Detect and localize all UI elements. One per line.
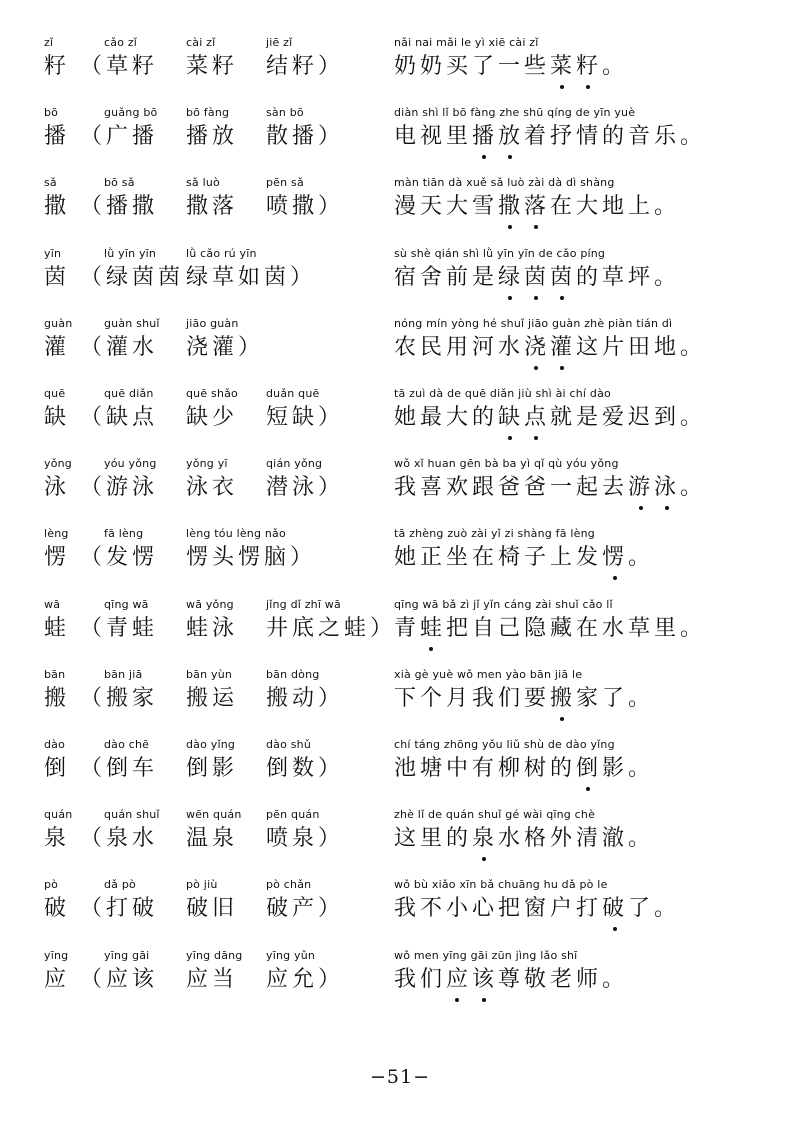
emphasis-dot	[560, 296, 564, 300]
sentence-pinyin: zhè lǐ de quán shuǐ gé wài qīng chè	[394, 808, 596, 822]
word-pinyin: wēn quán	[186, 808, 242, 822]
word-text: 散播）	[266, 124, 345, 150]
word-text: （草籽	[80, 54, 159, 79]
word-pinyin: yīng dāng	[186, 948, 243, 962]
word-pinyin: yīng gāi	[104, 948, 150, 962]
word-pinyin: jiē zǐ	[266, 36, 293, 49]
vocab-row	[0, 457, 800, 527]
word-text: （泉水	[80, 826, 159, 852]
word-pinyin: qīng wā	[104, 597, 149, 611]
word-text: （播撒	[80, 194, 159, 220]
vocab-row	[0, 808, 800, 878]
sentence-pinyin: nóng mín yòng hé shuǐ jiāo guàn zhè piàn tián dì	[394, 316, 673, 330]
main-char: 愣	[44, 545, 71, 571]
word-pinyin: cǎo zǐ	[104, 36, 138, 49]
word-text: 应允）	[266, 966, 345, 992]
emphasis-dot	[534, 225, 538, 229]
word-text: 短缺）	[266, 405, 345, 430]
word-pinyin: bān dòng	[266, 667, 320, 681]
word-text: 倒影	[186, 756, 239, 781]
sentence-pinyin: sù shè qián shì lǜ yīn yīn de cǎo píng	[394, 246, 606, 260]
word-text: （灌水	[80, 334, 159, 360]
word-pinyin: quē diǎn	[104, 387, 154, 400]
main-char: 倒	[44, 756, 71, 781]
word-text: 撒落	[186, 194, 239, 220]
vocab-row	[0, 247, 800, 317]
sentence-pinyin: diàn shì lǐ bō fàng zhe shū qíng de yīn yuè	[394, 106, 636, 120]
emphasis-dot	[508, 436, 512, 440]
word-text: （打破	[80, 896, 159, 922]
word-text: （游泳	[80, 475, 159, 501]
example-sentence: 农民用河水浇灌这片田地。	[394, 334, 707, 360]
emphasis-dot	[613, 927, 617, 931]
word-pinyin: yóu yǒng	[104, 457, 157, 471]
word-text: 温泉	[186, 826, 239, 852]
emphasis-dot	[613, 576, 617, 580]
word-pinyin: dào chē	[104, 738, 150, 751]
emphasis-dot	[534, 296, 538, 300]
vocab-row	[0, 36, 800, 106]
main-char-pinyin: wā	[44, 597, 61, 611]
word-pinyin: jiāo guàn	[186, 316, 239, 330]
emphasis-dot	[560, 366, 564, 370]
word-text: （应该	[80, 966, 159, 992]
main-char: 灌	[44, 334, 71, 360]
word-text: （搬家	[80, 685, 159, 711]
emphasis-dot	[455, 998, 459, 1002]
word-pinyin: duǎn quē	[266, 387, 320, 400]
word-pinyin: bān jiā	[104, 667, 143, 681]
emphasis-dot	[560, 717, 564, 721]
main-char: 泳	[44, 475, 71, 501]
word-pinyin: lǜ yīn yīn	[104, 246, 157, 260]
example-sentence: 她正坐在椅子上发愣。	[394, 545, 655, 571]
main-char: 播	[44, 124, 71, 150]
main-char-pinyin: quē	[44, 387, 66, 400]
example-sentence: 漫天大雪撒落在大地上。	[394, 194, 681, 220]
vocab-row	[0, 317, 800, 387]
main-char: 泉	[44, 826, 71, 852]
emphasis-dot	[639, 506, 643, 510]
main-char-pinyin: yīn	[44, 246, 62, 260]
sentence-pinyin: chí táng zhōng yǒu liǔ shù de dào yǐng	[394, 738, 615, 751]
word-pinyin: cài zǐ	[186, 36, 216, 49]
sentence-pinyin: qīng wā bǎ zì jǐ yǐn cáng zài shuǐ cǎo lǐ	[394, 597, 613, 611]
main-char-pinyin: zǐ	[44, 36, 54, 49]
word-text: 搬动）	[266, 685, 345, 711]
emphasis-dot	[665, 506, 669, 510]
example-sentence: 青蛙把自己隐藏在水草里。	[394, 615, 707, 641]
emphasis-dot	[586, 787, 590, 791]
word-text: 缺少	[186, 405, 239, 430]
word-pinyin: dǎ pò	[104, 878, 136, 892]
word-text: 绿草如茵）	[186, 264, 317, 290]
word-text: 喷泉）	[266, 826, 345, 852]
word-pinyin: pēn quán	[266, 808, 320, 822]
word-text: 蛙泳	[186, 615, 239, 641]
word-pinyin: dào yǐng	[186, 738, 236, 751]
word-pinyin: wā yǒng	[186, 597, 234, 611]
word-text: （发愣	[80, 545, 159, 571]
emphasis-dot	[429, 647, 433, 651]
word-text: 破产）	[266, 896, 345, 922]
example-sentence: 下个月我们要搬家了。	[394, 685, 655, 711]
word-pinyin: qián yǒng	[266, 457, 323, 471]
word-pinyin: yīng yǔn	[266, 948, 316, 962]
vocab-row	[0, 176, 800, 246]
vocab-row	[0, 668, 800, 738]
word-pinyin: quē shǎo	[186, 387, 238, 400]
emphasis-dot	[508, 155, 512, 159]
word-text: 应当	[186, 966, 239, 992]
sentence-pinyin: wǒ xǐ huan gēn bà ba yì qǐ qù yóu yǒng	[394, 457, 619, 471]
emphasis-dot	[586, 85, 590, 89]
vocab-row	[0, 949, 800, 1019]
main-char-pinyin: yīng	[44, 948, 69, 962]
example-sentence: 奶奶买了一些菜籽。	[394, 54, 629, 79]
sentence-pinyin: màn tiān dà xuě sǎ luò zài dà dì shàng	[394, 176, 615, 190]
main-char-pinyin: quán	[44, 808, 73, 822]
word-pinyin: pò chǎn	[266, 878, 312, 892]
word-text: （广播	[80, 124, 159, 150]
example-sentence: 这里的泉水格外清澈。	[394, 826, 655, 852]
emphasis-dot	[508, 296, 512, 300]
word-text: 倒数）	[266, 756, 345, 781]
main-char-pinyin: lèng	[44, 527, 69, 541]
vocab-row	[0, 878, 800, 948]
example-sentence: 我不小心把窗户打破了。	[394, 896, 681, 922]
emphasis-dot	[534, 436, 538, 440]
emphasis-dot	[482, 857, 486, 861]
main-char-pinyin: sǎ	[44, 176, 57, 190]
sentence-pinyin: xià gè yuè wǒ men yào bān jiā le	[394, 667, 583, 681]
main-char: 籽	[44, 54, 71, 79]
emphasis-dot	[534, 366, 538, 370]
word-pinyin: fā lèng	[104, 527, 144, 541]
word-pinyin: guàn shuǐ	[104, 316, 160, 330]
example-sentence: 电视里播放着抒情的音乐。	[394, 124, 707, 150]
vocab-row	[0, 527, 800, 597]
vocab-row	[0, 738, 800, 808]
example-sentence: 我喜欢跟爸爸一起去游泳。	[394, 475, 707, 501]
emphasis-dot	[560, 85, 564, 89]
sentence-pinyin: wǒ men yīng gāi zūn jìng lǎo shī	[394, 948, 578, 962]
word-pinyin: quán shuǐ	[104, 808, 160, 822]
word-text: 菜籽	[186, 54, 239, 79]
sentence-pinyin: tā zhèng zuò zài yǐ zi shàng fā lèng	[394, 527, 595, 541]
word-pinyin: dào shǔ	[266, 738, 312, 751]
word-pinyin: sǎ luò	[186, 176, 220, 190]
word-text: 浇灌）	[186, 334, 265, 360]
sentence-pinyin: wǒ bù xiǎo xīn bǎ chuāng hu dǎ pò le	[394, 878, 608, 892]
vocab-row	[0, 106, 800, 176]
word-pinyin: lèng tóu lèng nǎo	[186, 527, 286, 541]
main-char: 缺	[44, 405, 71, 430]
example-sentence: 池塘中有柳树的倒影。	[394, 756, 655, 781]
word-text: （倒车	[80, 756, 159, 781]
vocab-row	[0, 387, 800, 457]
main-char: 破	[44, 896, 71, 922]
sentence-pinyin: tā zuì dà de quē diǎn jiù shì ài chí dào	[394, 387, 611, 400]
example-sentence: 她最大的缺点就是爱迟到。	[394, 405, 707, 430]
word-pinyin: lǜ cǎo rú yīn	[186, 246, 257, 260]
word-text: 结籽）	[266, 54, 345, 79]
word-text: 破旧	[186, 896, 239, 922]
word-text: 愣头愣脑）	[186, 545, 317, 571]
emphasis-dot	[482, 155, 486, 159]
emphasis-dot	[508, 225, 512, 229]
main-char: 搬	[44, 685, 71, 711]
word-pinyin: bō sǎ	[104, 176, 135, 190]
word-pinyin: bān yùn	[186, 667, 233, 681]
main-char-pinyin: pò	[44, 878, 59, 892]
main-char-pinyin: bān	[44, 667, 66, 681]
word-pinyin: yǒng yī	[186, 457, 228, 471]
main-char-pinyin: bō	[44, 106, 59, 120]
example-sentence: 宿舍前是绿茵茵的草坪。	[394, 264, 681, 290]
main-char: 撒	[44, 194, 71, 220]
word-pinyin: pēn sǎ	[266, 176, 304, 190]
word-text: 井底之蛙）	[266, 615, 397, 641]
main-char-pinyin: dào	[44, 738, 66, 751]
emphasis-dot	[482, 998, 486, 1002]
word-text: 泳衣	[186, 475, 239, 501]
word-pinyin: guǎng bō	[104, 106, 158, 120]
page-number: −51−	[369, 1066, 431, 1088]
word-text: 喷撒）	[266, 194, 345, 220]
word-pinyin: sàn bō	[266, 106, 304, 120]
example-sentence: 我们应该尊敬老师。	[394, 966, 629, 992]
word-text: （缺点	[80, 405, 159, 430]
main-char: 蛙	[44, 615, 71, 641]
word-text: 潜泳）	[266, 475, 345, 501]
sentence-pinyin: nǎi nai mǎi le yì xiē cài zǐ	[394, 36, 539, 49]
main-char: 应	[44, 966, 71, 992]
word-pinyin: bō fàng	[186, 106, 230, 120]
word-pinyin: pò jiù	[186, 878, 218, 892]
word-text: 搬运	[186, 685, 239, 711]
main-char-pinyin: yǒng	[44, 457, 72, 471]
main-char-pinyin: guàn	[44, 316, 73, 330]
vocab-row	[0, 598, 800, 668]
word-text: （青蛙	[80, 615, 159, 641]
main-char: 茵	[44, 264, 71, 290]
word-text: 播放	[186, 124, 239, 150]
word-pinyin: jǐng dǐ zhī wā	[266, 597, 341, 611]
word-text: （绿茵茵	[80, 264, 185, 290]
